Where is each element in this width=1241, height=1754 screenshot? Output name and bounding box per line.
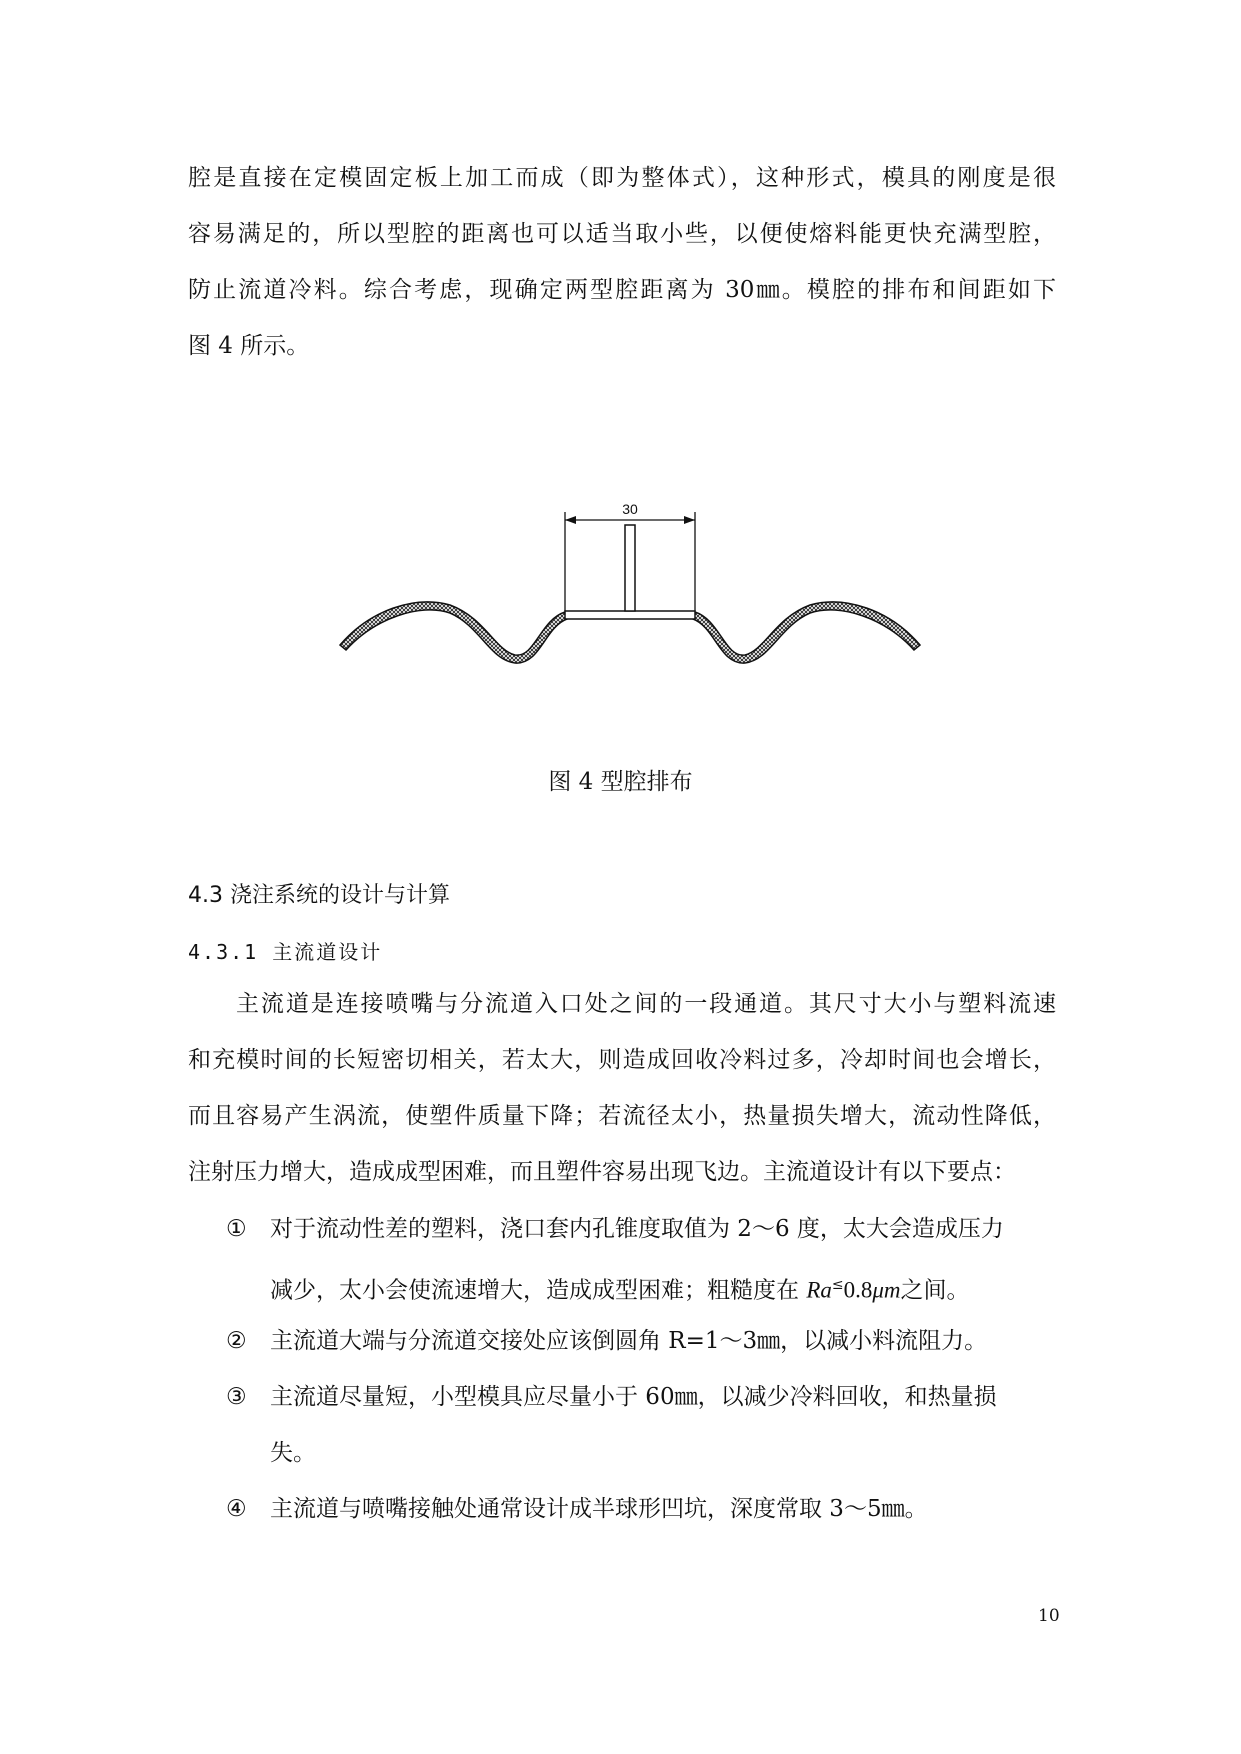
list-item <box>226 1201 1056 1319</box>
intro-line: 腔是直接在定模固定板上加工而成（即为整体式），这种形式，模具的刚度是很 <box>188 165 1056 191</box>
right-cavity-part <box>693 602 920 663</box>
page-number: 10 <box>1038 1606 1060 1626</box>
item-marker: ③ <box>226 1384 247 1410</box>
intro-line: 容易满足的，所以型腔的距离也可以适当取小些，以便使熔料能更快充满型腔， <box>188 221 1056 247</box>
intro-paragraph <box>188 150 1056 374</box>
intro-line: 图 4 所示。 <box>188 333 310 359</box>
intro-line: 防止流道冷料。综合考虑，现确定两型腔距离为 30㎜。模腔的排布和间距如下 <box>188 277 1056 303</box>
section-heading: 4.3 浇注系统的设计与计算 <box>188 883 450 908</box>
cavity-layout-figure <box>330 500 930 700</box>
list-item <box>226 1481 1056 1537</box>
item-text: 主流道尽量短，小型模具应尽量小于 60㎜，以减少冷料回收，和热量损 <box>270 1384 997 1410</box>
body-line: 主流道是连接喷嘴与分流道入口处之间的一段通道。其尺寸大小与塑料流速 <box>236 991 1056 1017</box>
figure-caption: 图 4 型腔排布 <box>548 769 693 795</box>
body-line: 和充模时间的长短密切相关，若太大，则造成回收冷料过多，冷却时间也会增长， <box>188 1047 1056 1073</box>
item-marker: ① <box>226 1216 247 1242</box>
left-cavity-part <box>340 602 567 663</box>
item-continuation: 失。 <box>270 1440 316 1466</box>
body-line: 而且容易产生涡流，使塑件质量下降；若流径太小，热量损失增大，流动性降低， <box>188 1103 1056 1129</box>
roughness-symbol: Ra <box>806 1277 832 1303</box>
dimension-label: 30 <box>622 501 638 517</box>
body-paragraph <box>188 976 1056 1200</box>
subsection-heading: 4.3.1 主流道设计 <box>188 940 383 964</box>
item-text: 主流道与喷嘴接触处通常设计成半球形凹坑，深度常取 3～5㎜。 <box>270 1496 928 1522</box>
item-text: 主流道大端与分流道交接处应该倒圆角 R=1～3㎜，以减小料流阻力。 <box>270 1328 988 1354</box>
list-item <box>226 1313 1056 1369</box>
body-line: 注射压力增大，造成成型困难，而且塑件容易出现飞边。主流道设计有以下要点： <box>188 1159 1016 1185</box>
item-marker: ④ <box>226 1496 247 1522</box>
item-marker: ② <box>226 1328 247 1354</box>
runner-bar <box>565 611 695 619</box>
item-continuation: 减少，太小会使流速增大，造成成型困难；粗糙度在 Ra≤0.8μm之间。 <box>270 1277 970 1304</box>
list-item <box>226 1369 1056 1481</box>
sprue <box>625 525 635 611</box>
item-text: 对于流动性差的塑料，浇口套内孔锥度取值为 2～6 度，太大会造成压力 <box>270 1216 1004 1242</box>
